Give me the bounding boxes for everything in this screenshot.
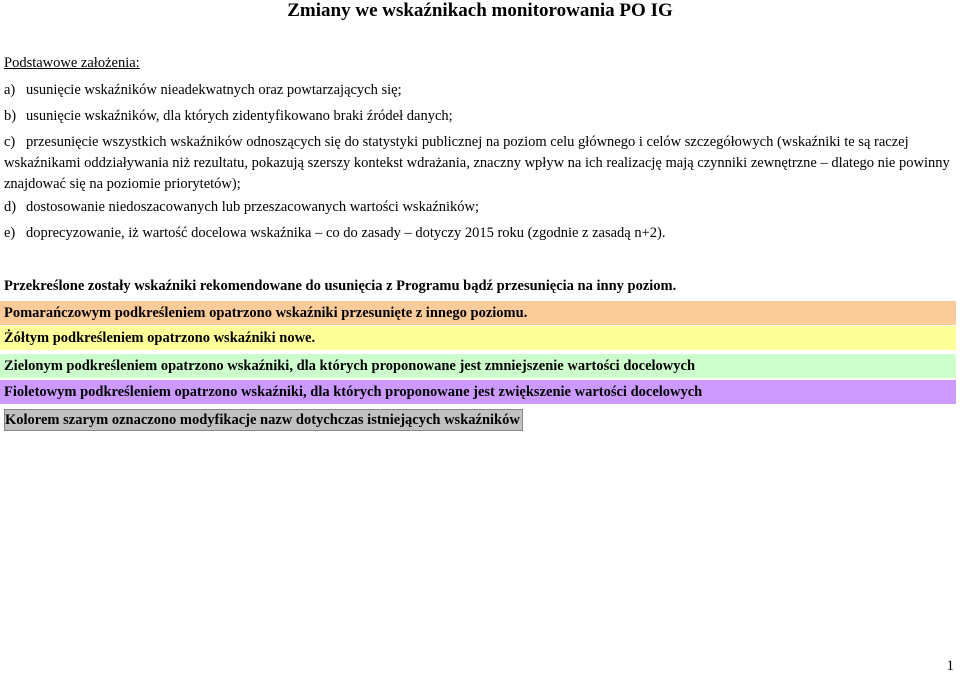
- notice-text: Przekreślone zostały wskaźniki rekomendowane do usunięcia z Programu bądź przesunięcia na inny poziom.: [4, 278, 677, 294]
- list-item: [4, 80, 956, 101]
- list-item-label: d): [4, 199, 17, 215]
- list-item-text: usunięcie wskaźników, dla których zidentyfikowano braki źródeł danych;: [26, 108, 453, 124]
- page-number: 1: [946, 658, 954, 674]
- list-item-text: usunięcie wskaźników nieadekwatnych oraz powtarzających się;: [26, 82, 402, 98]
- legend-green-band: Zielonym podkreśleniem opatrzono wskaźniki, dla których proponowane jest zmniejszenie wartości docelowych: [0, 354, 956, 378]
- list-item-label: e): [4, 225, 16, 241]
- list-item-text: przesunięcie wszystkich wskaźników odnoszących się do statystyki publicznej na poziom celu głównego i celów szczegółowych (wskaźniki te są raczej wskaźnikami oddziaływania niż rezultatu, pokazują szerszy kontekst wdrażania, znaczny wpływ na ich realizację mają czynniki zewnętrzne – dlatego nie powinny znajdować się na poziomie priorytetów);: [4, 134, 950, 192]
- legend-gray-band: Kolorem szarym oznaczono modyfikacje nazw dotychczas istniejących wskaźników: [4, 409, 523, 431]
- list-item: [4, 106, 956, 127]
- legend-yellow-band: Żółtym podkreśleniem opatrzono wskaźniki nowe.: [0, 326, 956, 350]
- list-item: [4, 132, 956, 195]
- page-title: Zmiany we wskaźnikach monitorowania PO IG: [287, 0, 673, 21]
- subheading: Podstawowe założenia:: [4, 55, 140, 71]
- list-item: [4, 223, 956, 244]
- list-item-text: dostosowanie niedoszacowanych lub przeszacowanych wartości wskaźników;: [26, 199, 479, 215]
- list-item-text: doprecyzowanie, iż wartość docelowa wskaźnika – co do zasady – dotyczy 2015 roku (zgodnie z zasadą n+2).: [26, 225, 666, 241]
- legend-violet-band: Fioletowym podkreśleniem opatrzono wskaźniki, dla których proponowane jest zwiększenie wartości docelowych: [0, 380, 956, 404]
- legend-orange-band: Pomarańczowym podkreśleniem opatrzono wskaźniki przesunięte z innego poziomu.: [0, 301, 956, 325]
- list-item-label: a): [4, 82, 16, 98]
- list-item: [4, 197, 956, 218]
- list-item-label: c): [4, 134, 16, 150]
- list-item-label: b): [4, 108, 17, 124]
